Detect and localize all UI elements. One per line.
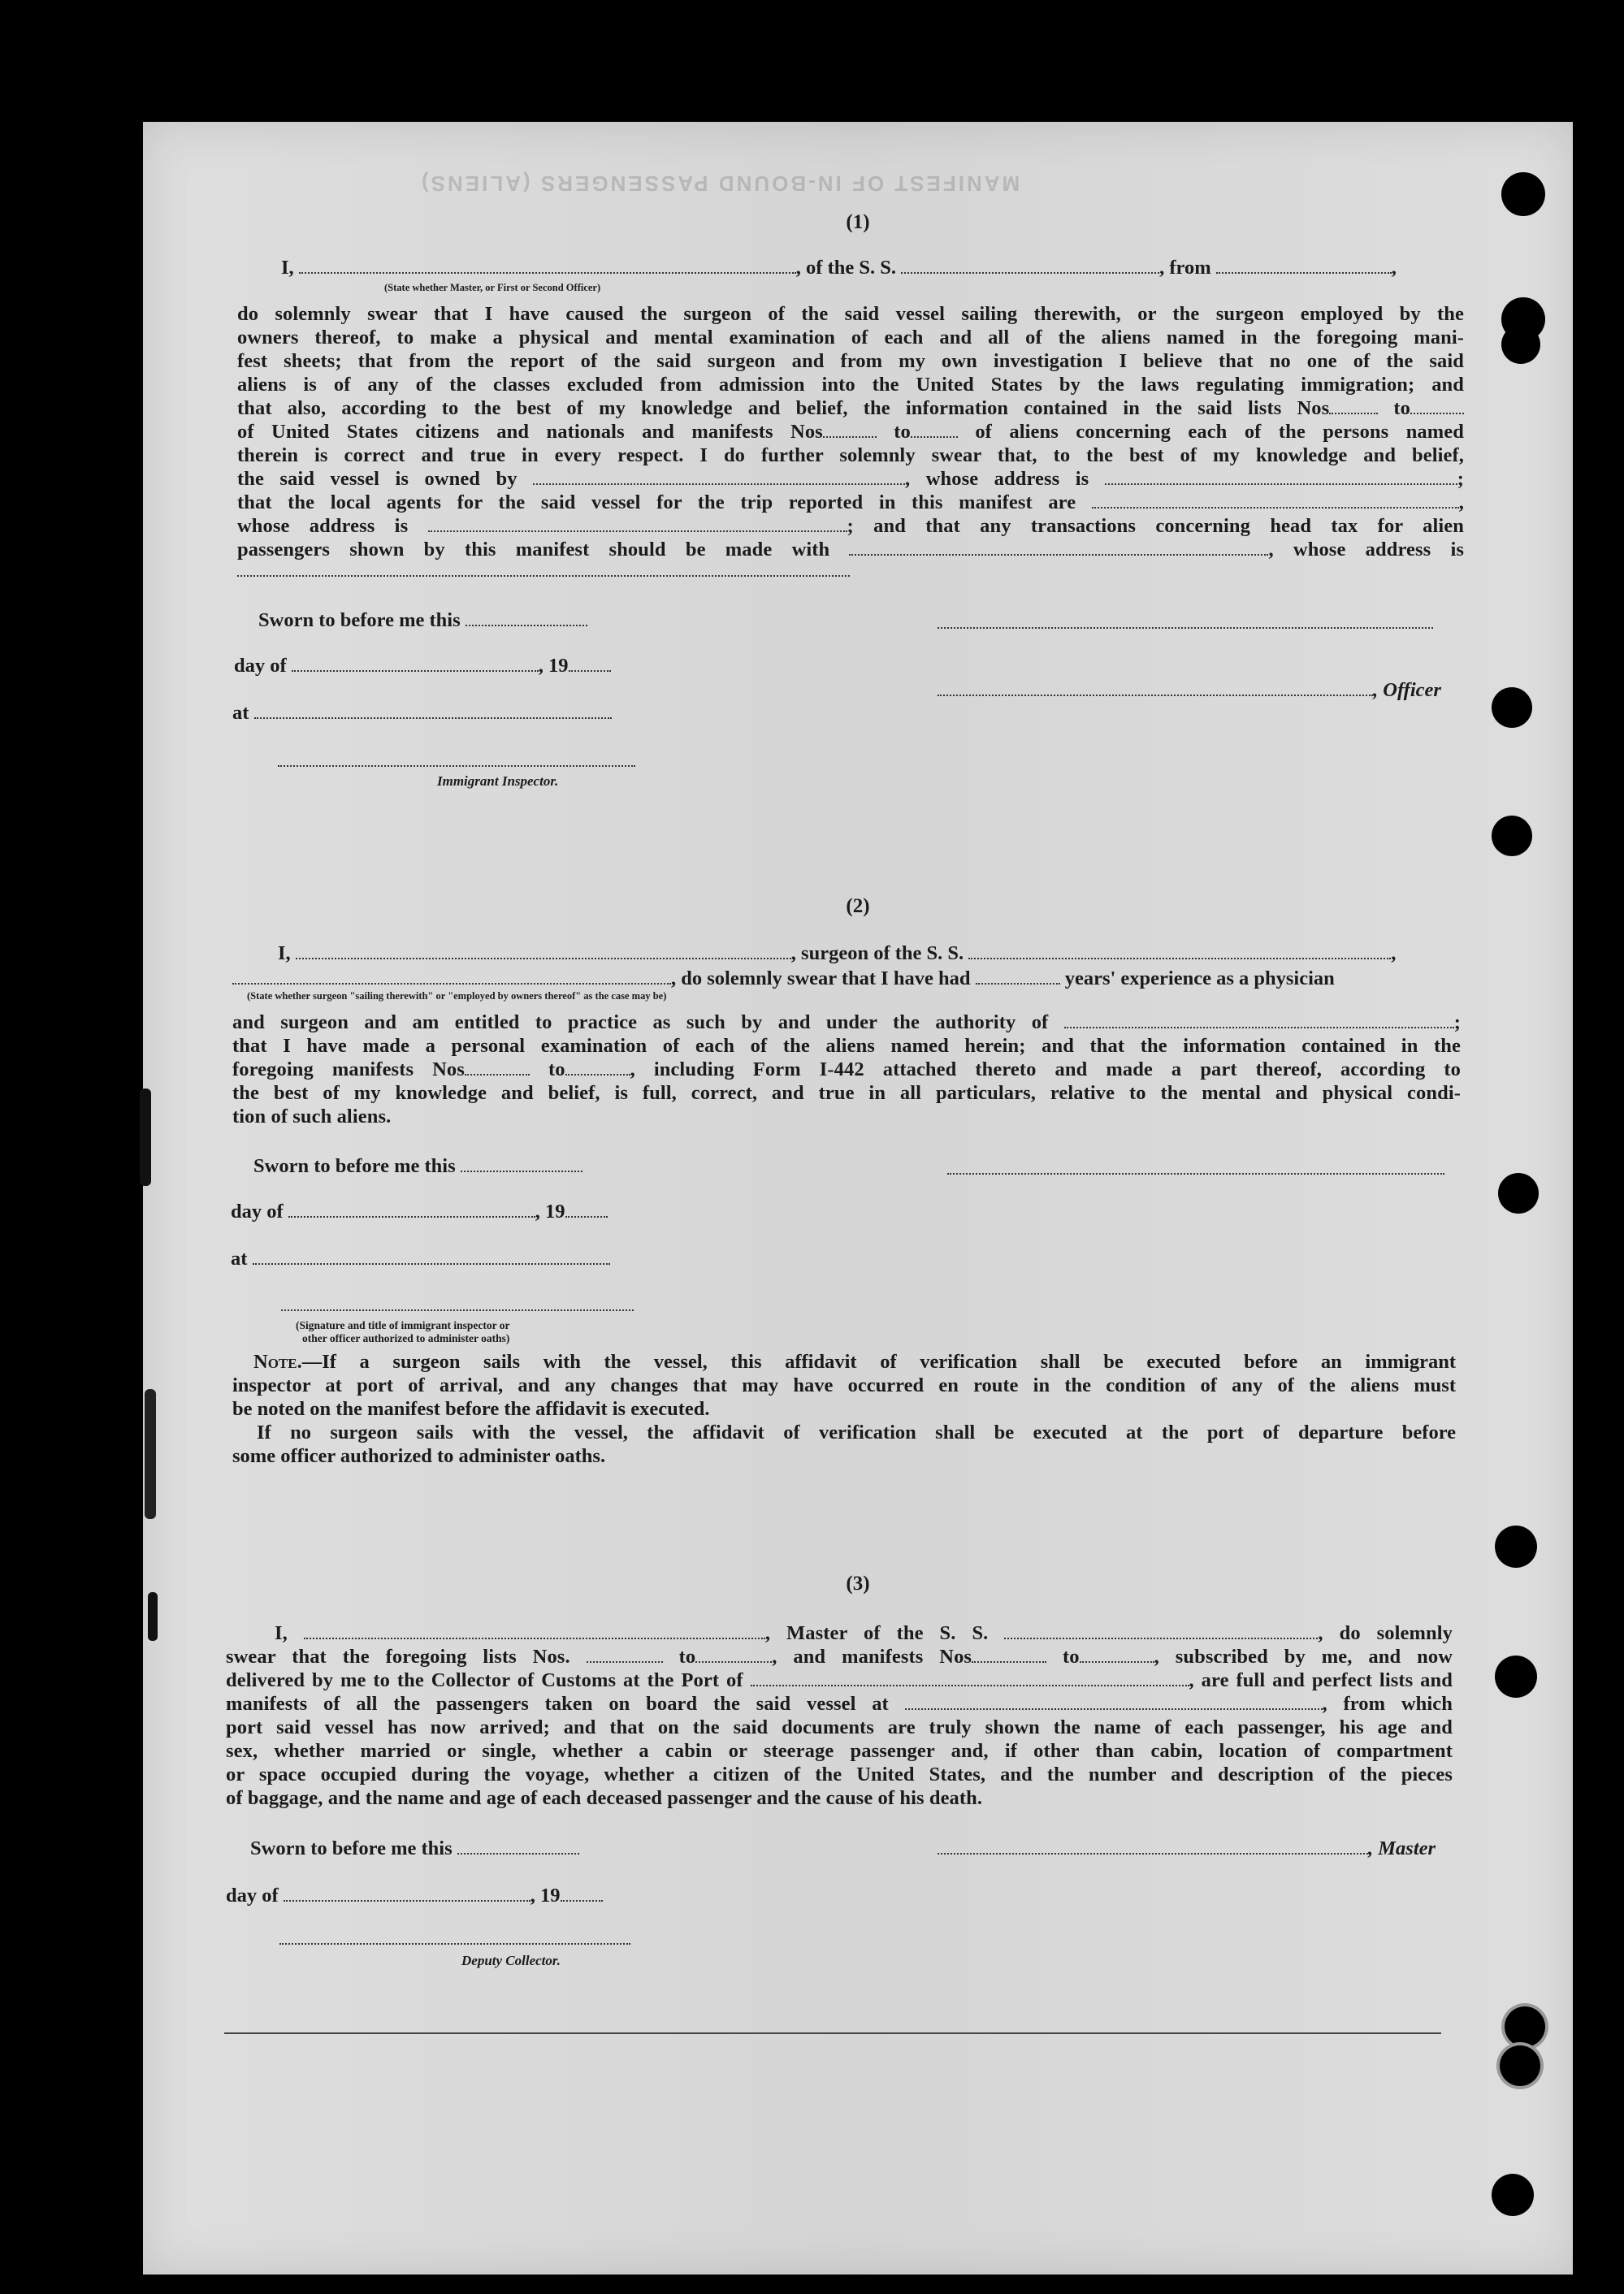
s2-ship-name-field[interactable] <box>968 943 1391 959</box>
s3-master-signature-line[interactable] <box>938 1838 1368 1855</box>
s2-text-line: that I have made a personal examination of each of the aliens named herein; and that the information contained in the <box>232 1035 1461 1057</box>
s2-sworn-day-field[interactable] <box>461 1156 582 1172</box>
s1-text-line: passengers shown by this manifest should be made with , whose address is <box>237 539 1464 561</box>
s2-note-line: If no surgeon sails with the vessel, the affidavit of verification shall be executed at the port of departure before <box>257 1422 1456 1443</box>
s3-manifests-to-field[interactable] <box>1080 1647 1154 1663</box>
punch-hole <box>1492 816 1532 856</box>
s3-manifests-from-field[interactable] <box>972 1647 1046 1663</box>
s3-ship-name-field[interactable] <box>1004 1623 1318 1639</box>
s1-text-line: whose address is ; and that any transactions concerning head tax for alien <box>237 515 1464 537</box>
s2-at-place-field[interactable] <box>253 1249 610 1265</box>
officer-rank-field[interactable] <box>299 258 796 274</box>
s1-month-field[interactable] <box>292 656 539 672</box>
s2-note-line: some officer authorized to administer oaths. <box>232 1445 606 1467</box>
s3-year-field[interactable] <box>561 1885 603 1902</box>
punch-hole <box>1498 1173 1539 1214</box>
s1-at-place-field[interactable] <box>254 703 612 719</box>
s3-text-line: or space occupied during the voyage, whether a citizen of the United States, and the number and description of the pieces <box>226 1764 1453 1785</box>
s1-officer-label: , Officer <box>938 679 1441 702</box>
head-tax-contact-field[interactable] <box>849 539 1268 556</box>
s2-line1: I, , surgeon of the S. S. , <box>278 942 1397 964</box>
s3-text-line: of baggage, and the name and age of each deceased passenger and the cause of his death. <box>226 1787 983 1809</box>
s2-month-field[interactable] <box>288 1201 535 1218</box>
citizen-lists-from-field[interactable] <box>1329 398 1378 414</box>
s2-day-of-label: day of , 19 <box>231 1201 608 1223</box>
s2-signature-hint-2: other officer authorized to administer oaths) <box>302 1332 510 1344</box>
s2-manifests-from-field[interactable] <box>465 1059 530 1076</box>
s1-text-line: fest sheets; that from the report of the said surgeon and from my own investigation I believe that no one of the said <box>237 350 1464 372</box>
s1-text-line: that the local agents for the said vessel for the trip reported in this manifest are , <box>237 491 1464 513</box>
section-3-number: (3) <box>846 1573 870 1595</box>
s2-manifests-to-field[interactable] <box>565 1059 630 1076</box>
s1-year-field[interactable] <box>569 656 611 672</box>
bleed-through-mark: MANIFEST OF IN-BOUND PASSENGERS (ALIENS) <box>419 171 1020 196</box>
punch-hole <box>1495 1656 1537 1698</box>
s2-surgeon-signature-line[interactable] <box>947 1173 1444 1175</box>
section-2-number: (2) <box>846 895 870 917</box>
s2-text-line: tion of such aliens. <box>232 1106 392 1128</box>
form-page <box>143 122 1573 2275</box>
s1-officer-signature-line-1[interactable] <box>938 627 1433 629</box>
s3-sworn-day-field[interactable] <box>457 1838 579 1855</box>
s2-text-line: the best of my knowledge and belief, is full, correct, and true in all particulars, relative to the mental and physical condi- <box>232 1082 1461 1104</box>
s2-authority-field[interactable] <box>1064 1012 1454 1028</box>
punch-hole <box>1492 687 1532 728</box>
s2-surgeon-name-field[interactable] <box>296 943 791 959</box>
s2-oath-paragraph <box>232 1011 1461 1128</box>
owner-field[interactable] <box>533 469 905 485</box>
s1-text-line: the said vessel is owned by , whose address is ; <box>237 468 1464 490</box>
owner-address-field[interactable] <box>1105 469 1457 485</box>
local-agents-field[interactable] <box>1092 492 1459 509</box>
s1-text-line: that also, according to the best of my knowledge and belief, the information contained in the said lists Nos to <box>237 396 1464 420</box>
edge-ink-mark <box>145 1389 156 1519</box>
s1-sworn-day-field[interactable] <box>466 610 587 626</box>
s3-master-name-field[interactable] <box>304 1623 765 1639</box>
edge-ink-mark <box>140 1089 151 1186</box>
s2-note-line: inspector at port of arrival, and any changes that may have occurred en route in the condition of any of the aliens must <box>232 1374 1456 1396</box>
s2-note <box>232 1350 1456 1468</box>
s2-text-line: and surgeon and am entitled to practice as such by and under the authority of ; <box>232 1011 1461 1033</box>
s2-surgeon-status-field[interactable] <box>232 968 671 985</box>
s1-officer-signature-line-2[interactable] <box>938 680 1373 696</box>
citizen-lists-to-field[interactable] <box>1410 398 1464 414</box>
s1-rank-hint: (State whether Master, or First or Second Officer) <box>384 282 601 293</box>
s2-year-field[interactable] <box>565 1201 608 1218</box>
s3-master-label: , Master <box>938 1837 1436 1860</box>
s2-at-label: at <box>231 1248 610 1270</box>
s1-sworn-label: Sworn to before me this <box>258 609 587 632</box>
s3-lists-to-field[interactable] <box>695 1647 772 1663</box>
punch-hole <box>1505 2006 1545 2047</box>
s1-text-line: do solemnly swear that I have caused the surgeon of the said vessel sailing therewith, or the surgeon employed by the <box>237 303 1464 325</box>
s3-text-line: sex, whether married or single, whether a cabin or steerage passenger and, if other than cabin, location of compartment <box>226 1740 1453 1762</box>
s2-surgeon-hint: (State whether surgeon "sailing therewith" or "employed by owners thereof" as the case may be) <box>247 990 667 1002</box>
s2-line2: , do solemnly swear that I have had years' experience as a physician <box>232 967 1335 990</box>
section-1-number: (1) <box>846 211 870 233</box>
s1-inspector-signature-line[interactable] <box>278 765 635 767</box>
s2-note-line: be noted on the manifest before the affidavit is executed. <box>232 1398 710 1420</box>
s3-lists-from-field[interactable] <box>587 1647 663 1663</box>
s2-text-line: foregoing manifests Nos to , including Form I-442 attached thereto and made a part thereof, according to <box>232 1058 1461 1080</box>
s1-at-label: at <box>232 702 612 725</box>
s1-text-line: aliens is of any of the classes excluded from admission into the United States by the laws regulating immigration; and <box>237 374 1464 396</box>
s1-day-of-label: day of , 19 <box>234 655 611 677</box>
edge-ink-mark <box>148 1592 158 1641</box>
s3-boarding-port-field[interactable] <box>905 1694 1323 1710</box>
punch-hole <box>1501 325 1540 364</box>
s1-text-line: owners thereof, to make a physical and mental examination of each and all of the aliens named in the foregoing mani- <box>237 327 1464 348</box>
bottom-divider <box>224 2032 1441 2034</box>
s3-text-line: port said vessel has now arrived; and that on the said documents are truly shown the name of each passenger, his age and <box>226 1716 1453 1738</box>
s2-years-experience-field[interactable] <box>976 968 1060 985</box>
alien-manifests-to-field[interactable] <box>911 422 958 438</box>
s3-text-line: I, , Master of the S. S. , do solemnly <box>275 1622 1453 1644</box>
s3-day-of-label: day of , 19 <box>226 1885 603 1907</box>
punch-hole <box>1492 2174 1534 2216</box>
alien-manifests-from-field[interactable] <box>823 422 877 438</box>
s3-text-line: swear that the foregoing lists Nos. to , and manifests Nos to , subscribed by me, and now <box>226 1646 1453 1668</box>
punch-hole <box>1495 1526 1537 1568</box>
punch-hole <box>1501 172 1545 216</box>
punch-hole <box>1500 2045 1540 2086</box>
s2-sworn-label: Sworn to before me this <box>253 1155 582 1178</box>
s1-line1: I, , of the S. S. , from , <box>281 257 1397 279</box>
s2-inspector-signature-line[interactable] <box>281 1309 634 1311</box>
s1-inspector-caption: Immigrant Inspector. <box>437 773 559 789</box>
s2-signature-hint-1: (Signature and title of immigrant inspector or <box>296 1319 510 1331</box>
from-port-field[interactable] <box>1216 258 1392 274</box>
s3-text-line: manifests of all the passengers taken on board the said vessel at , from which <box>226 1693 1453 1715</box>
s1-text-line: of United States citizens and nationals and manifests Nos to of aliens concerning each of the persons named <box>237 421 1464 443</box>
s3-text-line: delivered by me to the Collector of Customs at the Port of , are full and perfect lists and <box>226 1669 1453 1691</box>
s1-text-line: therein is correct and true in every respect. I do further solemnly swear that, to the best of my knowledge and belief, <box>237 444 1464 466</box>
ship-name-field[interactable] <box>901 258 1159 274</box>
s3-month-field[interactable] <box>284 1885 531 1902</box>
s3-deputy-signature-line[interactable] <box>279 1943 630 1945</box>
s3-deputy-caption: Deputy Collector. <box>461 1953 561 1968</box>
s3-sworn-label: Sworn to before me this <box>250 1837 579 1860</box>
note-label: Note. <box>253 1351 302 1373</box>
head-tax-address-field[interactable] <box>237 575 850 577</box>
s2-note-line: Note.—If a surgeon sails with the vessel, this affidavit of verification shall be executed before an immigrant <box>253 1351 1456 1373</box>
s3-oath-paragraph <box>226 1621 1453 1810</box>
s1-oath-paragraph <box>237 302 1464 561</box>
s3-port-field[interactable] <box>751 1670 1189 1686</box>
agents-address-field[interactable] <box>428 516 847 532</box>
